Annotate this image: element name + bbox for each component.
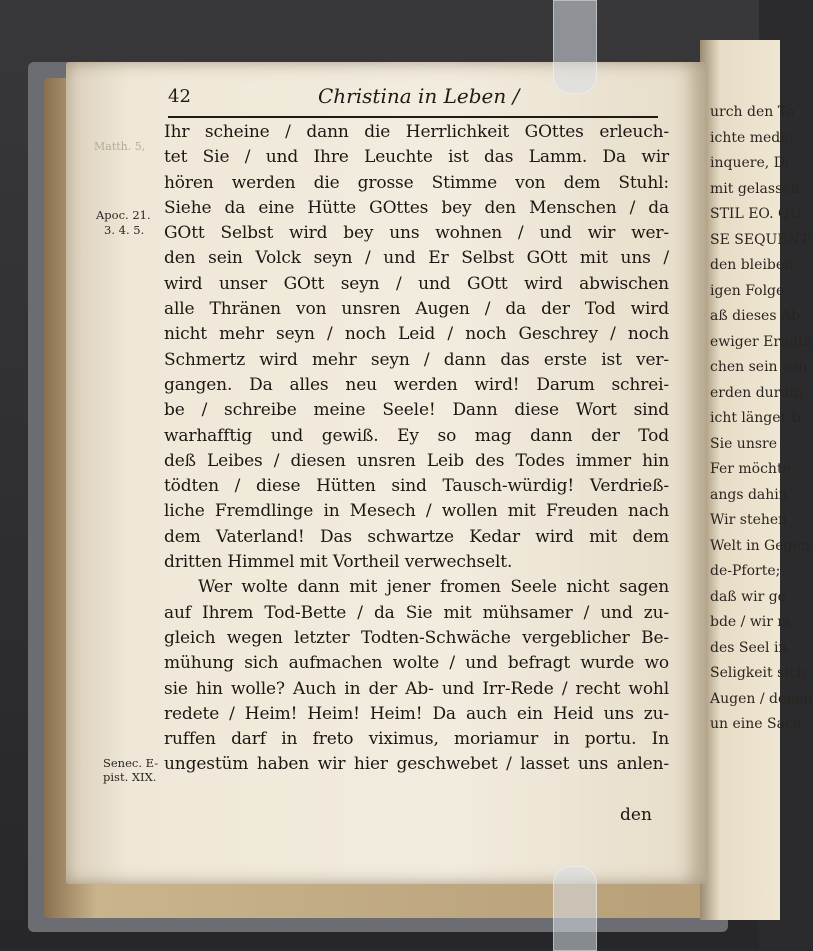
text-line: sie hin wolle? Auch in der Ab- und Irr-Rede / recht wohl <box>164 678 669 699</box>
facing-page-line: de-Pforte; <box>710 563 781 579</box>
running-title: Christina in Leben / <box>318 84 520 108</box>
text-line: tet Sie / und Ihre Leuchte ist das Lamm. Da wir <box>164 147 669 168</box>
text-line: Siehe da eine Hütte GOttes bey den Menschen / da <box>164 197 669 218</box>
text-line: hören werden die grosse Stimme von dem Stuhl: <box>164 172 669 193</box>
text-line: den sein Volck seyn / und Er Selbst GOtt mit uns / <box>164 248 669 269</box>
facing-page-line: Seligkeit sich <box>710 665 806 681</box>
facing-page-line: ewiger Erndte <box>710 333 812 350</box>
facing-page-line: chen sein von <box>710 359 808 375</box>
catchword: den <box>620 805 652 825</box>
margin-note-faded: Matth. 5, <box>94 140 146 153</box>
text-line: liche Fremdlinge in Mesech / wollen mit Freuden nach <box>164 501 669 522</box>
text-line: tödten / diese Hütten sind Tausch-würdig! Verdrieß- <box>164 476 669 497</box>
facing-page-line: daß wir ge <box>710 588 786 605</box>
text-line: alle Thränen von unsren Augen / da der Tod wird <box>164 299 669 320</box>
facing-page-line: Welt in Gegen <box>710 537 810 554</box>
facing-page-line: urch den To <box>710 104 795 120</box>
text-line: Wer wolte dann mit jener fromen Seele nicht sagen <box>198 577 669 598</box>
facing-page <box>700 40 813 920</box>
text-line: be / schreibe meine Seele! Dann diese Wort sind <box>164 400 669 421</box>
facing-page-line: mit gelassen <box>710 180 800 197</box>
facing-page-line: den bleiben <box>710 257 794 273</box>
facing-page-line: erden durum <box>710 384 803 401</box>
page-clip-top <box>553 0 597 94</box>
facing-page-text <box>710 100 813 738</box>
text-line: Ihr scheine / dann die Herrlichkeit GOttes erleuch- <box>164 122 669 142</box>
margin-note-apoc-2: 3. 4. 5. <box>104 223 145 237</box>
facing-page-line: un eine Sach <box>710 716 802 732</box>
facing-page-line: icht länger b <box>710 410 801 426</box>
facing-page-line: STIL EO. QU <box>710 206 802 222</box>
margin-note-seneca-2: pist. XIX. <box>103 770 157 784</box>
text-line: GOtt Selbst wird bey uns wohnen / und wir wer- <box>164 223 669 244</box>
text-line: gangen. Da alles neu werden wird! Darum schrei- <box>164 374 669 395</box>
facing-page-line: Fer möchte <box>710 461 791 477</box>
facing-page-line: Wir stehen <box>710 512 788 528</box>
running-head <box>168 84 658 118</box>
text-line: mühung sich aufmachen wolte / und befragt wurde wo <box>164 653 669 674</box>
facing-page-line: Augen / denen <box>710 690 813 707</box>
margin-note-apoc-1: Apoc. 21. <box>96 208 151 222</box>
text-line: Schmertz wird mehr seyn / dann das erste ist ver- <box>164 349 669 370</box>
text-line: ungestüm haben wir hier geschwebet / lasset uns anlen- <box>164 754 669 775</box>
facing-page-line: igen Folge <box>710 282 785 299</box>
text-line: dem Vaterland! Das schwartze Kedar wird mit dem <box>164 526 669 547</box>
facing-page-line: des Seel in <box>710 639 788 656</box>
text-line: nicht mehr seyn / noch Leid / noch Geschrey / noch <box>164 324 669 345</box>
text-line: deß Leibes / diesen unsren Leib des Todes immer hin <box>164 450 669 471</box>
facing-page-line: ichte medic <box>710 129 793 146</box>
facing-page-line: inquere, Di <box>710 155 790 171</box>
facing-page-line: Sie unsre <box>710 435 777 452</box>
facing-page-line: SE SEQUENT <box>710 231 810 248</box>
text-line: dritten Himmel mit Vortheil verwechselt. <box>164 552 513 573</box>
facing-page-line: aß dieses Ab <box>710 308 801 324</box>
facing-page-line: bde / wir m <box>710 614 791 630</box>
text-line: wird unser GOtt seyn / und GOtt wird abwischen <box>164 273 669 294</box>
text-line: ruffen darf in freto viximus, moriamur in portu. In <box>164 729 669 750</box>
text-line: redete / Heim! Heim! Heim! Da auch ein Heid uns zu- <box>164 703 669 724</box>
text-line: gleich wegen letzter Todten-Schwäche vergeblicher Be- <box>164 627 669 648</box>
text-line: warhafftig und gewiß. Ey so mag dann der Tod <box>164 425 669 446</box>
page-clip-bottom <box>553 866 597 951</box>
facing-page-line: angs dahin <box>710 486 788 503</box>
margin-note-seneca-1: Senec. E- <box>103 756 159 770</box>
page-number: 42 <box>168 86 191 107</box>
text-line: auf Ihrem Tod-Bette / da Sie mit mühsamer / und zu- <box>164 602 669 623</box>
body-text <box>164 120 669 778</box>
